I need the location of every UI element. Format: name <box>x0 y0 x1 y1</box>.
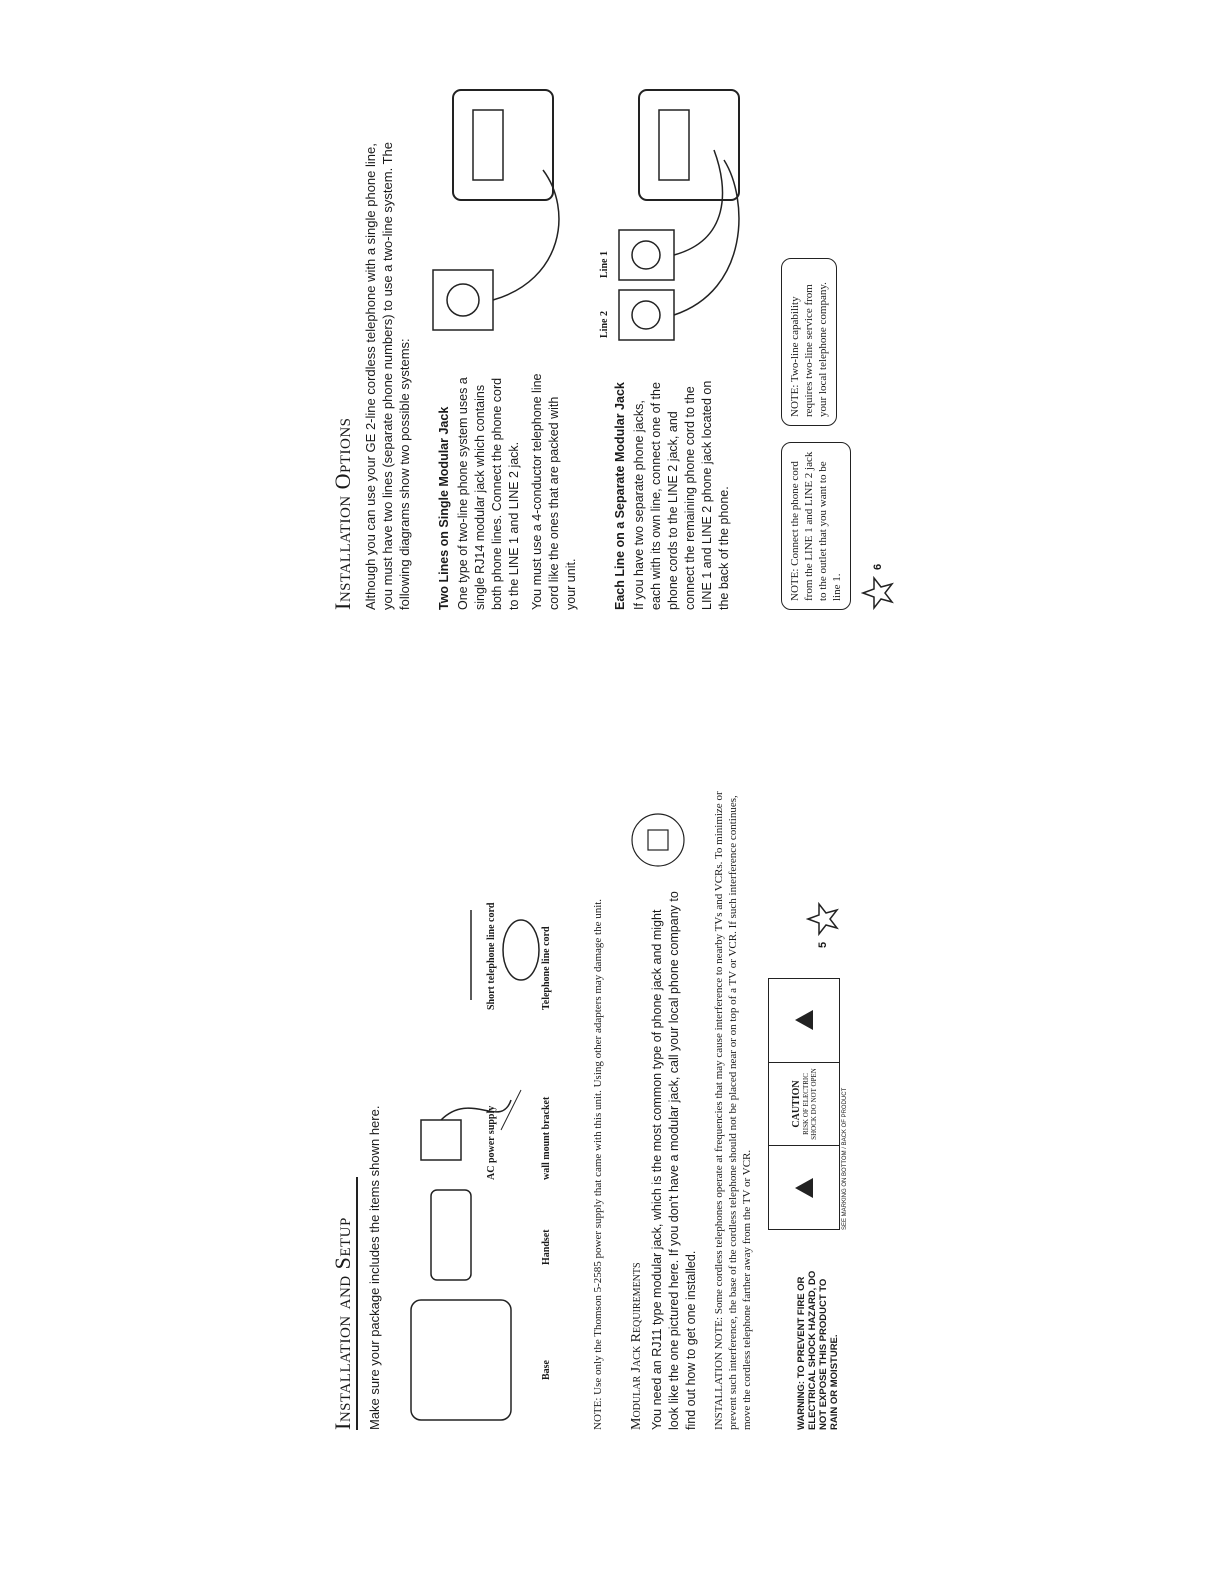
modular-text: You need an RJ11 type modular jack, which is the most common type of phone jack and might look like the one pictured here. If you don't have a modular jack, call your local phone company to find out how to get one installed. <box>650 891 698 1430</box>
page-5 <box>330 740 950 1440</box>
phone-jacks-diagram <box>599 70 769 370</box>
caution-footer: SEE MARKING ON BOTTOM / BACK OF PRODUCT <box>842 1087 848 1230</box>
item-short-cord: Short telephone line cord <box>486 902 497 1010</box>
item-wall-mount: wall mount bracket <box>541 1096 552 1180</box>
installation-note: INSTALLATION NOTE: Some cordless telephones operate at frequencies that may cause interference to nearby TVs and VCRs. To minimize or prevent such interference, the base of the cordless telephone should not be placed near or on top of a TV or VCR. If such interference continues, move the cordless telephone farther away from the TV or VCR. <box>713 791 753 1430</box>
lightning-triangle-icon <box>793 1008 815 1032</box>
jack-label-line2: Line 2 <box>599 311 610 338</box>
package-illustration <box>391 750 561 1430</box>
section-text-cord: You must use a 4-conductor telephone line cord like the ones that are packed with your unit. <box>530 373 578 610</box>
note-two-line: NOTE: Two-line capability requires two-line service from your local telephone company. <box>781 258 837 426</box>
phone-jack-diagram <box>423 70 593 370</box>
item-line-cord: Telephone line cord <box>541 926 552 1010</box>
section-heading-single-jack: Two Lines on Single Modular Jack <box>437 406 451 610</box>
section-text-separate-jack: If you have two separate phone jacks, each with its own line, connect one of the phone cords to the LINE 2 jack, and connect the remaining phone cord to the LINE 1 and LINE 2 phone jack located on the back of the phone. <box>632 380 731 610</box>
jack-label-line1: Line 1 <box>599 251 610 278</box>
star-icon <box>806 902 840 936</box>
note-line1: NOTE: Connect the phone cord from the LINE 1 and LINE 2 jack to the outlet that you want to be line 1. <box>781 442 851 610</box>
section-heading-separate-jack: Each Line on a Separate Modular Jack <box>613 382 627 610</box>
page-title: Installation Options <box>330 417 355 610</box>
caution-subtitle: RISK OF ELECTRIC SHOCK DO NOT OPEN <box>801 1068 818 1140</box>
page-5-content <box>330 750 848 1430</box>
diagram-separate-jack <box>599 70 769 370</box>
page-6 <box>330 60 950 620</box>
power-note: NOTE: Use only the Thomson 5-2585 power supply that came with this unit. Using other adapters may damage the unit. <box>592 898 604 1430</box>
page-6-content <box>330 70 895 610</box>
diagram-single-jack <box>423 70 593 370</box>
modular-jack-icon <box>628 810 688 870</box>
caution-shock-symbol <box>769 979 839 1062</box>
page-number: 5 <box>817 941 829 948</box>
modular-heading: Modular Jack Requirements <box>629 1262 644 1430</box>
package-items <box>391 750 591 1430</box>
page-number: 6 <box>872 563 884 570</box>
intro-text: Make sure your package includes the items shown here. <box>367 1105 382 1430</box>
star-icon <box>861 576 895 610</box>
item-ac-power: AC power supply <box>486 1105 497 1180</box>
page-title: Installation and Setup <box>330 1217 355 1430</box>
caution-center <box>769 1062 839 1146</box>
item-handset: Handset <box>541 1229 552 1265</box>
caution-label <box>768 978 840 1230</box>
item-base: Base <box>541 1360 552 1380</box>
section-text-single-jack: One type of two-line phone system uses a single RJ14 modular jack which contains both phone lines. Connect the phone cord to the LINE 1 and LINE 2 jack. <box>456 377 521 610</box>
caution-title: CAUTION <box>790 1080 802 1128</box>
intro-text: Although you can use your GE 2-line cordless telephone with a single phone line, you must have two lines (separate phone numbers) to use a two-line system. The following diagrams show two possible systems: <box>363 142 412 610</box>
warning-text: WARNING: TO PREVENT FIRE OR ELECTRICAL SHOCK HAZARD, DO NOT EXPOSE THIS PRODUCT TO RAIN OR MOISTURE. <box>796 1270 840 1430</box>
caution-warning-symbol <box>769 1145 839 1229</box>
warning-triangle-icon <box>793 1176 815 1200</box>
